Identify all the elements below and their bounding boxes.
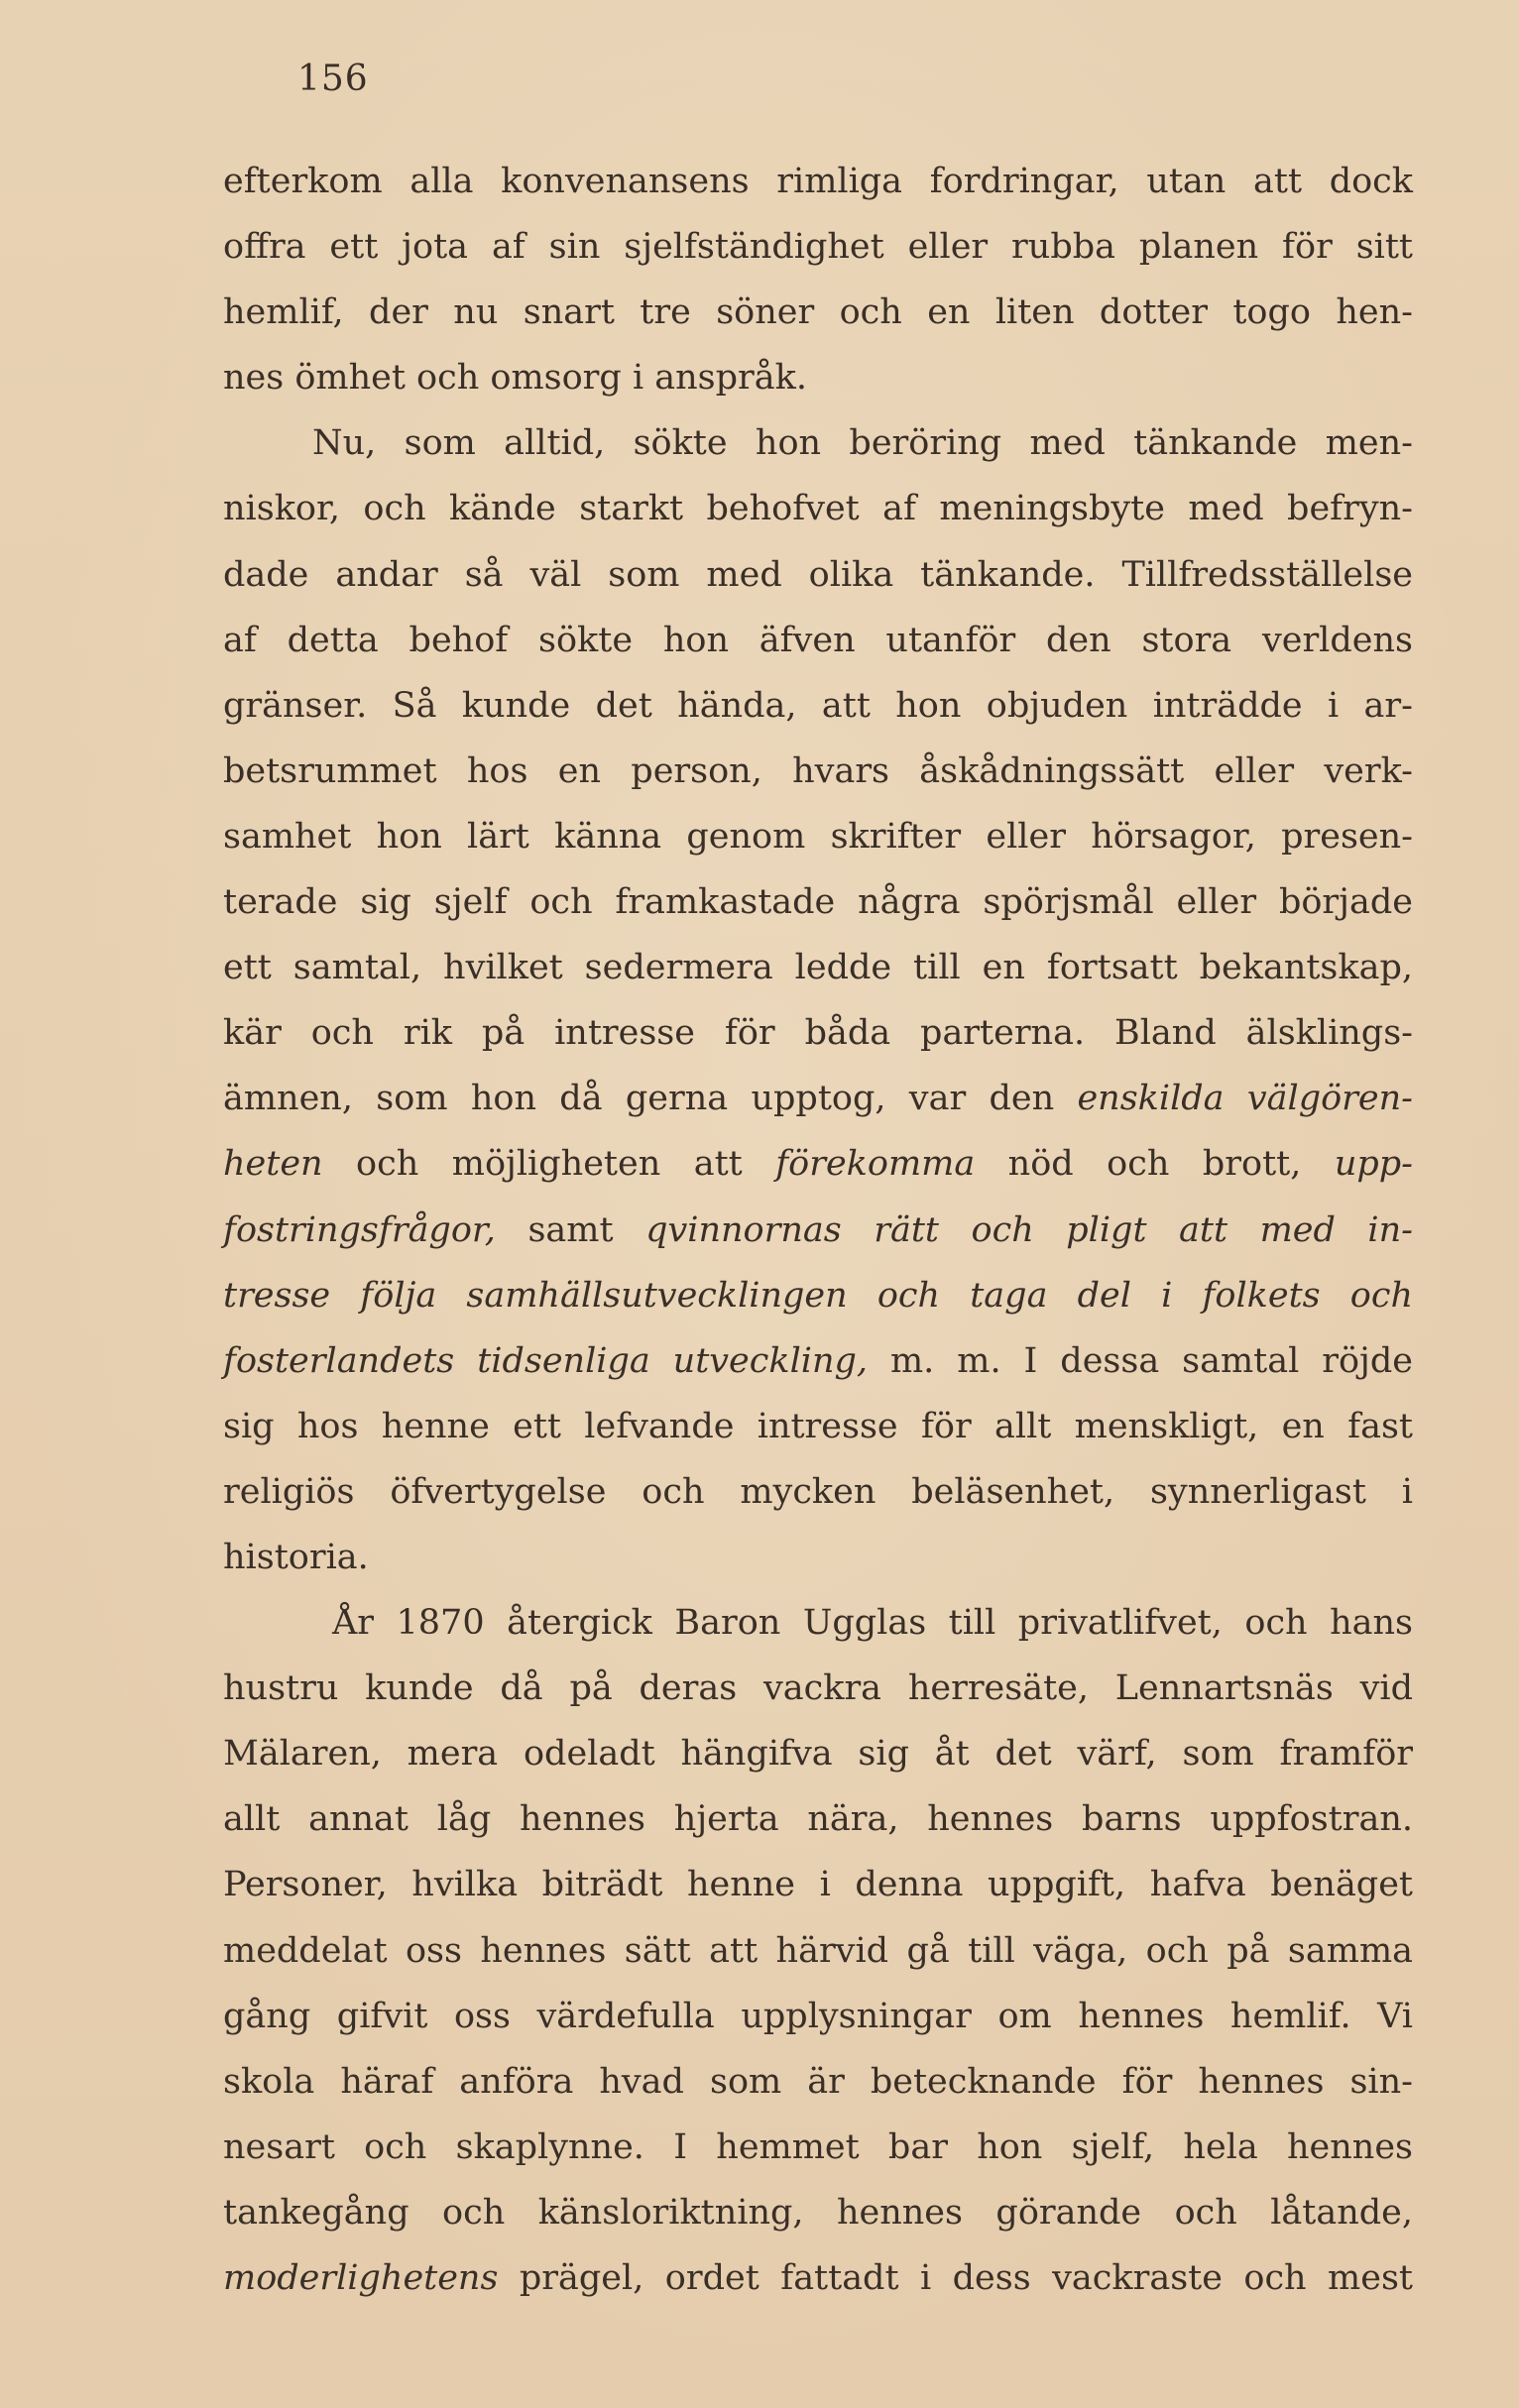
text-run: m. m. I dessa samtal röjde [868,1340,1413,1381]
text-line: samhet hon lärt känna genom skrifter eller hörsagor, presen- [223,816,1413,857]
text-line: År 1870 återgick Baron Ugglas till privatlifvet, och hans [332,1603,1413,1644]
text-line: niskor, och kände starkt behofvet af meningsbyte med befryn- [223,489,1413,529]
text-line: betsrummet hos en person, hvars åskådningssätt eller verk- [223,750,1413,791]
text-line [223,1198,1413,1263]
page-number: 156 [297,58,369,99]
text-line: efterkom alla konvenansens rimliga fordringar, utan att dock [223,162,1413,201]
text-run: ämnen, som hon då gerna upptog, var den [223,1079,1078,1119]
text-line: meddelat oss hennes sätt att härvid gå till väga, och på samma [223,1930,1413,1971]
text-line [223,1328,1413,1394]
text-line: allt annat låg hennes hjerta nära, hennes barns uppfostran. [223,1799,1413,1840]
text-line: tankegång och känsloriktning, hennes görande och låtande, [223,2192,1413,2233]
text-line: Nu, som alltid, sökte hon beröring med tänkande men- [312,423,1413,464]
text-run: och möjligheten att [322,1144,776,1185]
text-line: Mälaren, mera odeladt hängifva sig åt det värf, som framför [223,1734,1413,1775]
italic-run: tresse följa samhällsutvecklingen och taga del i folkets och [223,1275,1413,1316]
text-line: kär och rik på intresse för båda parterna. Bland älsklings- [223,1013,1413,1054]
text-line: dade andar så väl som med olika tänkande. Tillfredsställelse [223,554,1413,595]
text-line: skola häraf anföra hvad som är betecknande för hennes sin- [223,2061,1413,2102]
text-line: offra ett jota af sin sjelfständighet eller rubba planen för sitt [223,227,1413,268]
text-line: gång gifvit oss värdefulla upplysningar om hennes hemlif. Vi [223,1996,1413,2036]
body-text [223,149,1413,2311]
italic-run: enskilda välgören- [1077,1079,1413,1119]
text-line: religiös öfvertygelse och mycken beläsenhet, synnerligast i [223,1471,1413,1512]
italic-run: upp- [1334,1144,1413,1185]
italic-run: moderlighetens [223,2258,499,2298]
italic-run: heten [223,1144,323,1185]
text-line: hemlif, der nu snart tre söner och en liten dotter togo hen- [223,292,1413,333]
text-line: sig hos henne ett lefvande intresse för allt menskligt, en fast [223,1406,1413,1446]
italic-run: förekomma [775,1144,976,1185]
text-line [223,1131,1413,1197]
text-line: historia. [223,1537,369,1577]
italic-run: fostringsfrågor, [223,1209,496,1250]
text-line [223,1263,1413,1328]
italic-run: fosterlandets tidsenliga utveckling, [223,1340,869,1381]
text-line: nesart och skaplynne. I hemmet bar hon sjelf, hela hennes [223,2126,1413,2167]
text-line: gränser. Så kunde det hända, att hon objuden inträdde i ar- [223,685,1413,726]
text-line: terade sig sjelf och framkastade några spörjsmål eller började [223,882,1413,923]
text-line: nes ömhet och omsorg i anspråk. [223,358,807,399]
text-line: Personer, hvilka biträdt henne i denna uppgift, hafva benäget [223,1865,1413,1905]
text-line [223,2245,1413,2311]
text-line [223,1066,1413,1131]
text-run: samt [495,1209,646,1250]
italic-run: qvinnornas rätt och pligt att med in- [645,1209,1413,1250]
text-run: prägel, ordet fattadt i dess vackraste och mest [498,2258,1413,2298]
text-run: nöd och brott, [975,1144,1335,1185]
text-line: af detta behof sökte hon äfven utanför den stora verldens [223,620,1413,660]
text-line: ett samtal, hvilket sedermera ledde till en fortsatt bekantskap, [223,948,1413,988]
text-line: hustru kunde då på deras vackra herresäte, Lennartsnäs vid [223,1668,1413,1709]
